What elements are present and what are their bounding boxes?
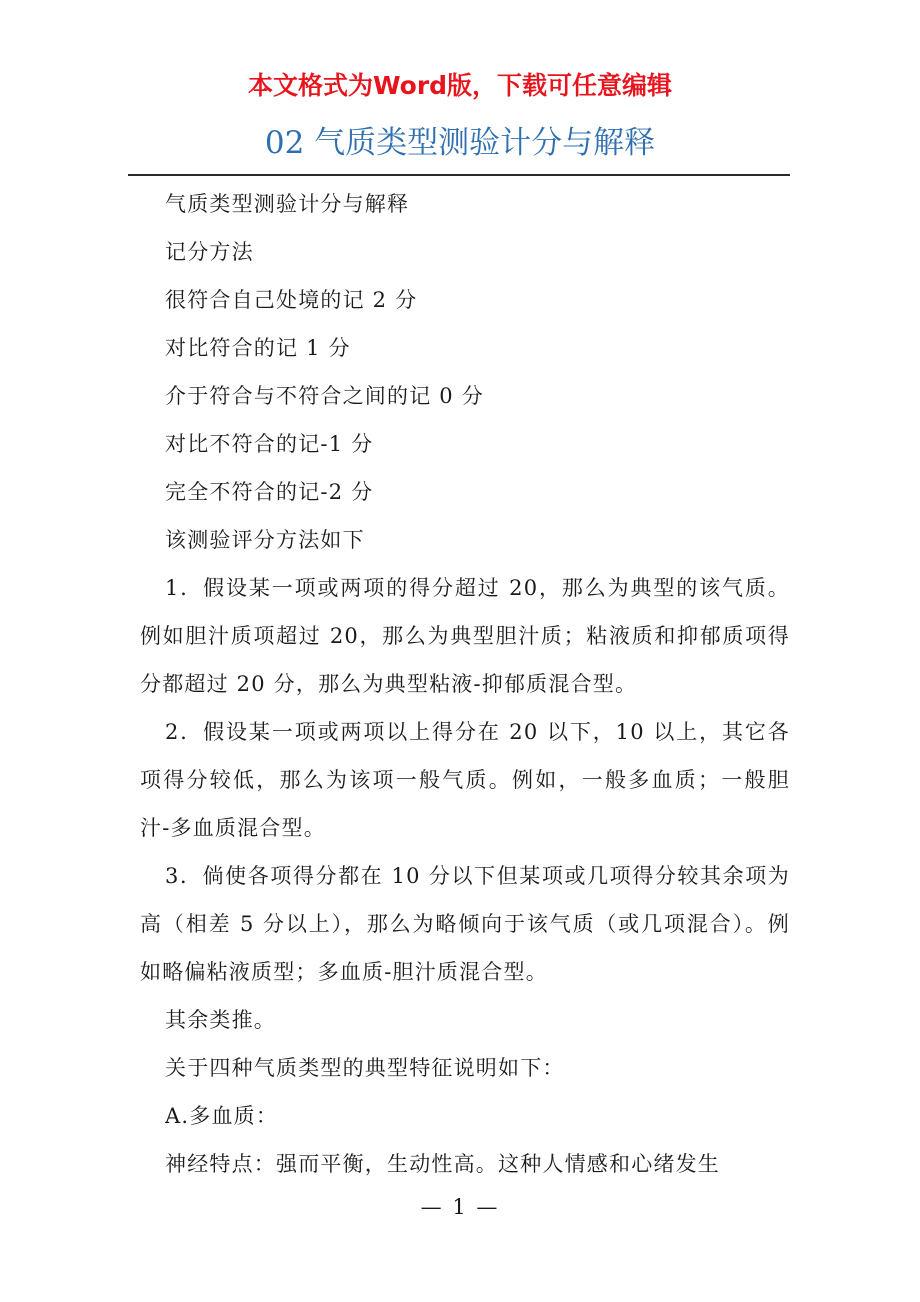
body-line: 完全不符合的记-2 分 [165, 480, 374, 504]
body-line: 气质类型测验计分与解释 [165, 192, 410, 216]
body-line: 很符合自己处境的记 2 分 [165, 288, 418, 312]
body-line: 神经特点：强而平衡，生动性高。这种人情感和心绪发生 [165, 1152, 720, 1176]
body-line: 对比不符合的记-1 分 [165, 432, 374, 456]
body-line: 对比符合的记 1 分 [165, 336, 351, 360]
scoring-rule-paragraph: 2．假设某一项或两项以上得分在 20 以下，10 以上，其它各项得分较低，那么为该项一般气质。例如，一般多血质；一般胆汁-多血质混合型。 [140, 720, 790, 840]
scoring-rule-paragraph: 1．假设某一项或两项的得分超过 20，那么为典型的该气质。例如胆汁质项超过 20，那么为典型胆汁质；粘液质和抑郁质项得分都超过 20 分，那么为典型粘液-抑郁质混合型。 [140, 576, 790, 696]
section-heading: A.多血质： [165, 1104, 279, 1128]
scoring-rule-paragraph: 3．倘使各项得分都在 10 分以下但某项或几项得分较其余项为高（相差 5 分以上），那么为略倾向于该气质（或几项混合）。例如略偏粘液质型；多血质-胆汁质混合型。 [140, 864, 790, 984]
body-line: 记分方法 [165, 240, 254, 264]
body-line: 关于四种气质类型的典型特征说明如下： [165, 1056, 565, 1080]
body-line: 其余类推。 [165, 1008, 276, 1032]
body-line: 介于符合与不符合之间的记 0 分 [165, 384, 484, 408]
title-divider [128, 174, 790, 176]
word-format-banner: 本文格式为Word版，下载可任意编辑 [247, 71, 673, 100]
page-number: — 1 — [420, 1195, 500, 1219]
body-line: 该测验评分方法如下 [165, 528, 365, 552]
document-title: 02 气质类型测验计分与解释 [264, 125, 656, 161]
